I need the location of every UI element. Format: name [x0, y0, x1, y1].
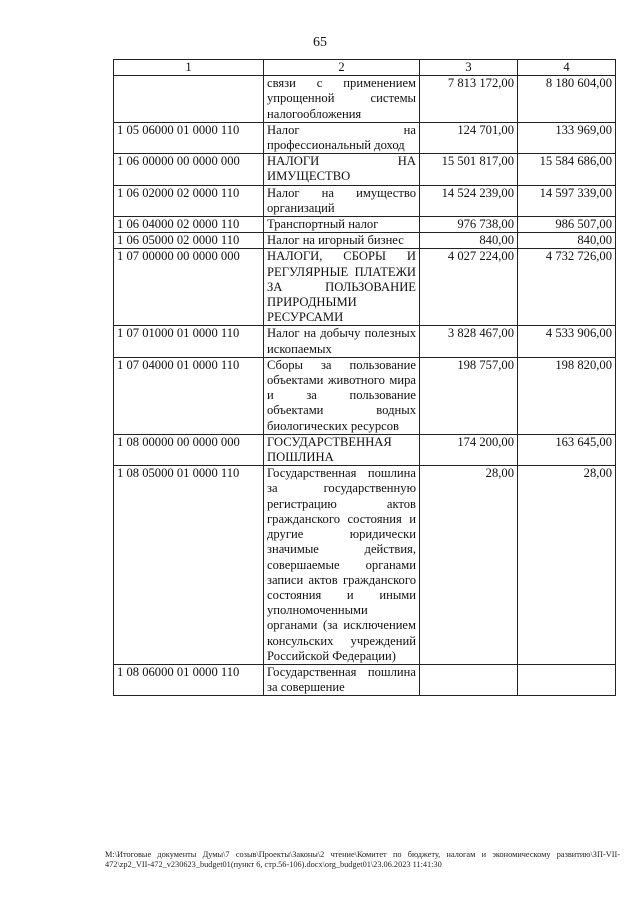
row-code: 1 07 00000 00 0000 000: [114, 249, 264, 326]
row-value-year-2: 163 645,00: [518, 434, 616, 465]
row-value-year-1: 124 701,00: [420, 122, 518, 153]
table-row: [114, 154, 616, 185]
row-code: 1 06 02000 02 0000 110: [114, 185, 264, 216]
column-header: 3: [420, 60, 518, 76]
row-value-year-2: [518, 664, 616, 695]
row-name: Налог на игорный бизнес: [264, 233, 420, 249]
budget-table: [113, 59, 616, 696]
column-header: 2: [264, 60, 420, 76]
row-name: Налог на добычу полезных ископаемых: [264, 326, 420, 357]
row-value-year-1: 4 027 224,00: [420, 249, 518, 326]
row-value-year-1: 3 828 467,00: [420, 326, 518, 357]
row-value-year-1: 15 501 817,00: [420, 154, 518, 185]
row-name: Государственная пошлина за государственную регистрацию актов гражданского состояния и другие юридически значимые действия, совершаемые органами записи актов гражданского состояния и иными уполномоченными органами (за исключением консульских учреждений Российской Федерации): [264, 466, 420, 665]
row-code: 1 08 05000 01 0000 110: [114, 466, 264, 665]
table-row: [114, 466, 616, 665]
row-value-year-2: 133 969,00: [518, 122, 616, 153]
table-row: [114, 217, 616, 233]
row-name: Налог на профессиональный доход: [264, 122, 420, 153]
row-code: 1 07 01000 01 0000 110: [114, 326, 264, 357]
row-value-year-1: 976 738,00: [420, 217, 518, 233]
row-value-year-1: 28,00: [420, 466, 518, 665]
row-code: 1 08 06000 01 0000 110: [114, 664, 264, 695]
table-row: [114, 122, 616, 153]
row-value-year-2: 28,00: [518, 466, 616, 665]
row-value-year-2: 4 533 906,00: [518, 326, 616, 357]
column-header: 4: [518, 60, 616, 76]
row-value-year-1: 174 200,00: [420, 434, 518, 465]
row-value-year-2: 986 507,00: [518, 217, 616, 233]
table-row: [114, 76, 616, 123]
document-file-path: М:\Итоговые документы Думы\7 созыв\Проекты\Законы\2 чтение\Комитет по бюджету, налогам и экономическому развитию\ЗП-VII-472\zp2_VII-472_v230623_budget01(пункт 6, стр.56-106).docx\org_budget01\23.06.2023 11:41:30: [105, 850, 620, 869]
row-name: Налог на имущество организаций: [264, 185, 420, 216]
row-name: связи с применением упрощенной системы налогообложения: [264, 76, 420, 123]
row-value-year-2: 840,00: [518, 233, 616, 249]
row-name: Транспортный налог: [264, 217, 420, 233]
row-value-year-2: 14 597 339,00: [518, 185, 616, 216]
row-value-year-1: 198 757,00: [420, 357, 518, 434]
column-header: 1: [114, 60, 264, 76]
row-value-year-2: 8 180 604,00: [518, 76, 616, 123]
row-name: НАЛОГИ, СБОРЫ И РЕГУЛЯРНЫЕ ПЛАТЕЖИ ЗА ПОЛЬЗОВАНИЕ ПРИРОДНЫМИ РЕСУРСАМИ: [264, 249, 420, 326]
row-value-year-1: 7 813 172,00: [420, 76, 518, 123]
row-value-year-2: 15 584 686,00: [518, 154, 616, 185]
table-row: [114, 664, 616, 695]
row-code: 1 05 06000 01 0000 110: [114, 122, 264, 153]
row-code: 1 06 04000 02 0000 110: [114, 217, 264, 233]
table-row: [114, 249, 616, 326]
table-row: [114, 357, 616, 434]
table-header-row: [114, 60, 616, 76]
table-row: [114, 326, 616, 357]
row-value-year-2: 198 820,00: [518, 357, 616, 434]
row-code: 1 06 05000 02 0000 110: [114, 233, 264, 249]
table-row: [114, 434, 616, 465]
row-name: ГОСУДАРСТВЕННАЯ ПОШЛИНА: [264, 434, 420, 465]
row-code: [114, 76, 264, 123]
row-code: 1 06 00000 00 0000 000: [114, 154, 264, 185]
row-value-year-1: 840,00: [420, 233, 518, 249]
row-code: 1 07 04000 01 0000 110: [114, 357, 264, 434]
row-value-year-1: [420, 664, 518, 695]
row-value-year-2: 4 732 726,00: [518, 249, 616, 326]
row-name: Государственная пошлина за совершение: [264, 664, 420, 695]
row-code: 1 08 00000 00 0000 000: [114, 434, 264, 465]
page-number: 65: [313, 35, 327, 50]
row-value-year-1: 14 524 239,00: [420, 185, 518, 216]
table-row: [114, 233, 616, 249]
row-name: НАЛОГИ НА ИМУЩЕСТВО: [264, 154, 420, 185]
row-name: Сборы за пользование объектами животного мира и за пользование объектами водных биологических ресурсов: [264, 357, 420, 434]
table-row: [114, 185, 616, 216]
